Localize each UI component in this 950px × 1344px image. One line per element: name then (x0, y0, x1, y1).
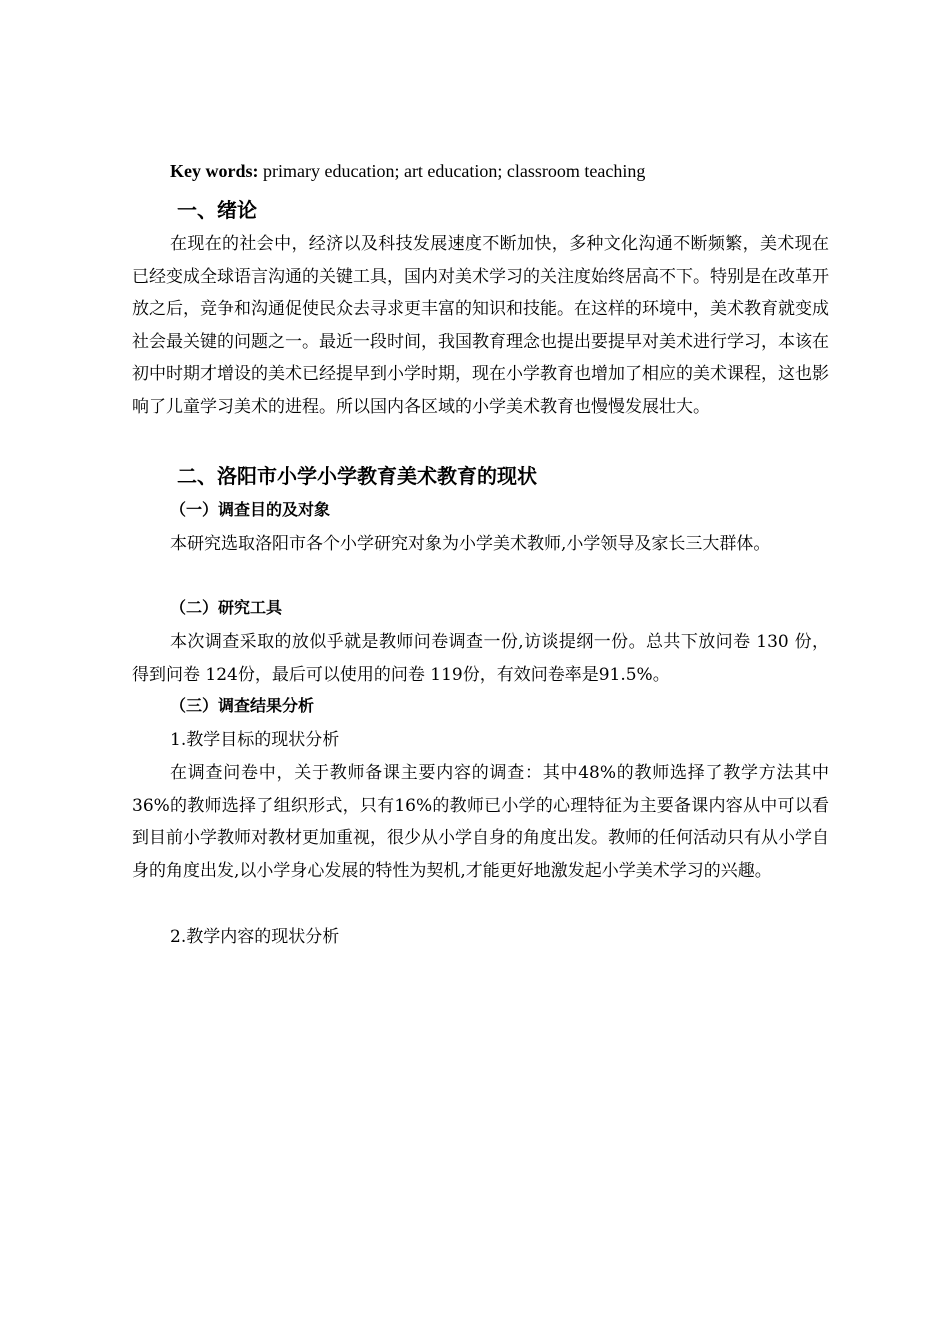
keywords-label: Key words: (170, 161, 259, 181)
section-heading-introduction: 一、绪论 (177, 198, 257, 222)
keywords-line (170, 159, 645, 183)
introduction-paragraph: 在现在的社会中，经济以及科技发展速度不断加快，多种文化沟通不断频繁，美术现在已经变成全球语言沟通的关键工具，国内对美术学习的关注度始终居高不下。特别是在改革开放之后，竞争和沟通促使民众去寻求更丰富的知识和技能。在这样的环境中，美术教育就变成社会最关键的问题之一。最近一段时间，我国教育理念也提出要提早对美术进行学习，本该在初中时期才增设的美术已经提早到小学时期，现在小学教育也增加了相应的美术课程，这也影响了儿童学习美术的进程。所以国内各区域的小学美术教育也慢慢发展壮大。 (132, 234, 829, 417)
section-heading-current-status: 二、洛阳市小学小学教育美术教育的现状 (177, 464, 537, 488)
subsection-heading-survey-purpose: （一）调查目的及对象 (170, 500, 331, 519)
item-teaching-content: 2.教学内容的现状分析 (170, 927, 340, 947)
subsection-heading-research-tools: （二）研究工具 (170, 598, 283, 617)
result-analysis-paragraph: 在调查问卷中，关于教师备课主要内容的调查：其中48%的教师选择了教学方法其中36%的教师选择了组织形式，只有16%的教师已小学的心理特征为主要备课内容从中可以看到目前小学教师对教材更加重视，很少从小学自身的角度出发。教师的任何活动只有从小学自身的角度出发,以小学身心发展的特性为契机,才能更好地激发起小学美术学习的兴趣。 (132, 763, 829, 881)
research-tools-paragraph: 本次调查采取的放似乎就是教师问卷调查一份,访谈提纲一份。总共下放问卷 130 份，得到问卷 124份，最后可以使用的问卷 119份，有效问卷率是91.5%。 (132, 632, 829, 685)
survey-purpose-paragraph: 本研究选取洛阳市各个小学研究对象为小学美术教师,小学领导及家长三大群体。 (170, 534, 771, 554)
subsection-heading-result-analysis: （三）调查结果分析 (170, 696, 315, 715)
keywords-text: primary education; art education; classroom teaching (258, 161, 646, 181)
item-teaching-goals: 1.教学目标的现状分析 (170, 730, 340, 750)
